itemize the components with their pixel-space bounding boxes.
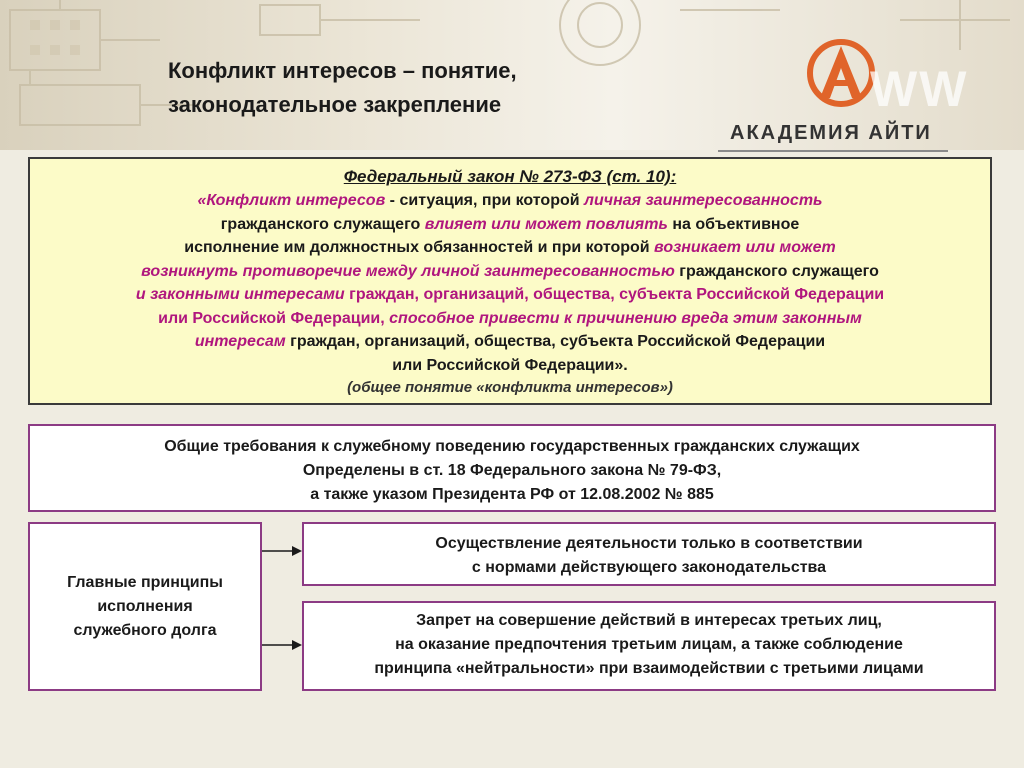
academy-name: АКАДЕМИЯ АЙТИ <box>730 122 932 144</box>
arrow-icon <box>262 543 304 559</box>
law-line-1: «Конфликт интересов - ситуация, при которой личная заинтересованность <box>197 192 823 209</box>
principle-2-line-3: принципа «нейтральности» при взаимодействии с третьими лицами <box>374 660 924 677</box>
principle-1-line-2: с нормами действующего законодательства <box>471 559 827 576</box>
law-line-7: интересам граждан, организаций, общества, субъекта Российской Федерации <box>194 333 826 350</box>
requirements-line-2: Определены в ст. 18 Федерального закона № 79-ФЗ, <box>302 462 722 479</box>
law-note: (общее понятие «конфликта интересов») <box>347 379 673 396</box>
principle-2-line-1: Запрет на совершение действий в интересах третьих лиц, <box>416 612 882 629</box>
slide-title-line-2: законодательное закрепление <box>168 92 502 117</box>
law-line-4: возникнуть противоречие между личной заинтересованностью гражданского служащего <box>141 262 879 280</box>
law-line-8: или Российской Федерации». <box>392 356 628 374</box>
slide-title <box>168 54 688 122</box>
principle-2-line-2: на оказание предпочтения третьим лицам, а также соблюдение <box>395 636 903 653</box>
principle-box-1 <box>302 522 996 586</box>
principles-line-1: Главные принципы <box>67 573 223 591</box>
principles-line-2: исполнения <box>97 597 193 615</box>
academy-logo-icon <box>806 38 876 108</box>
requirements-box <box>28 424 996 512</box>
principles-line-3: служебного долга <box>73 621 217 639</box>
logo-watermark: WW <box>870 61 969 117</box>
law-definition-text <box>30 189 990 377</box>
slide-title-line-1: Конфликт интересов – понятие, <box>168 58 517 83</box>
law-line-2: гражданского служащего влияет или может повлиять на объективное <box>220 215 800 233</box>
principle-1-line-1: Осуществление деятельности только в соответствии <box>435 535 863 552</box>
requirements-line-1: Общие требования к служебному поведению государственных гражданских служащих <box>164 438 860 455</box>
law-heading: Федеральный закон № 273-ФЗ (ст. 10): <box>343 167 677 186</box>
principles-box <box>28 522 262 691</box>
principle-box-2 <box>302 601 996 691</box>
law-line-3: исполнение им должностных обязанностей и при которой возникает или может <box>184 239 836 256</box>
law-line-5: и законными интересами граждан, организаций, общества, субъекта Российской Федерации <box>135 286 885 303</box>
law-definition-box <box>28 157 992 405</box>
academy-underline <box>718 150 948 152</box>
arrow-icon <box>262 637 304 653</box>
requirements-line-3: а также указом Президента РФ от 12.08.2002 № 885 <box>310 486 714 503</box>
law-line-6: или Российской Федерации, способное привести к причинению вреда этим законным <box>158 309 862 327</box>
